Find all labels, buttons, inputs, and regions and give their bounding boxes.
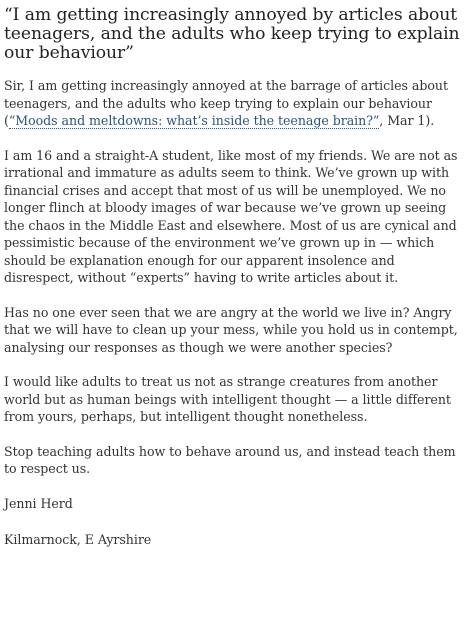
body-paragraph-4: Stop teaching adults how to behave around us, and instead teach them to respect us. (4, 443, 456, 476)
referenced-article-link[interactable]: “Moods and meltdowns: what’s inside the teenage brain?” (8, 113, 380, 128)
author-location: Kilmarnock, E Ayrshire (4, 532, 152, 547)
intro-text-before: Sir, I am getting increasingly annoyed at the barrage of articles about teenagers, and the adults who keep trying to explain our behaviour ( (4, 78, 448, 128)
intro-paragraph (4, 77, 467, 130)
letter-headline: “I am getting increasingly annoyed by articles about teenagers, and the adults who keep trying to explain our behaviour” (4, 5, 460, 63)
body-paragraph-3: I would like adults to treat us not as strange creatures from another world but as human beings with intelligent thought — a little different from yours, perhaps, but intelligent thought nonetheless. (4, 374, 451, 424)
body-paragraph-1: I am 16 and a straight-A student, like most of my friends. We are not as irrational and immature as adults seem to think. We’ve grown up with financial crises and accept that most of us will be unemployed. We no longer flinch at bloody images of war because we’ve grown up seeing the chaos in the Middle East and elsewhere. Most of us are cynical and pessimistic because of the environment we’ve grown up in — which should be explanation enough for our apparent insolence and disrespect, without “experts” having to write articles about it. (4, 147, 458, 285)
intro-text-after: , Mar 1). (379, 113, 435, 128)
body-paragraph-2: Has no one ever seen that we are angry at the world we live in? Angry that we will have to clean up your mess, while you hold us in contempt, analysing our responses as though we were another species? (4, 304, 458, 355)
author-name: Jenni Herd (4, 495, 73, 511)
